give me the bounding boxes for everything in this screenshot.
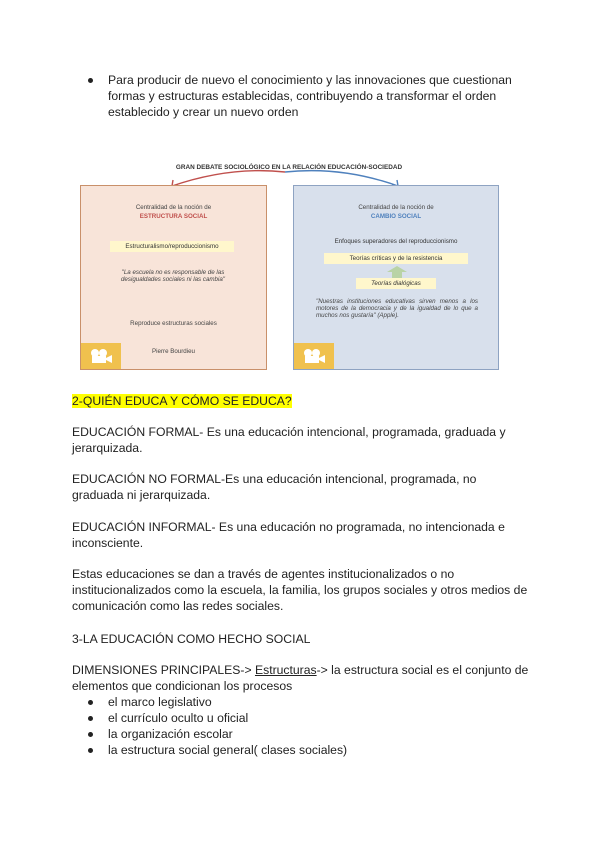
camera-badge-right xyxy=(294,343,334,369)
up-arrow-shape xyxy=(387,266,407,278)
left-heading: Centralidad de la noción de xyxy=(135,204,212,211)
right-heading-strong: CAMBIO SOCIAL xyxy=(370,213,422,220)
left-author: Pierre Bourdieu xyxy=(152,348,195,355)
section2-heading xyxy=(72,393,292,409)
estructuras-link: Estructuras xyxy=(254,663,317,677)
no-formal-paragraph: EDUCACIÓN NO FORMAL-Es una educación intencional, programada, no graduada ni jerarquizada. xyxy=(72,472,477,502)
film-camera-icon xyxy=(302,347,326,365)
list-item: el currículo oculto u oficial xyxy=(72,710,512,726)
structure-panel xyxy=(80,185,267,370)
formal-paragraph: EDUCACIÓN FORMAL- Es una educación intencional, programada, graduada y jerarquizada. xyxy=(72,425,506,455)
film-camera-icon xyxy=(89,347,113,365)
dimensions-paragraph xyxy=(72,662,532,694)
diagram-title: GRAN DEBATE SOCIOLÓGICO EN LA RELACIÓN EDUCACIÓN-SOCIEDAD xyxy=(175,164,403,171)
dimensions-list xyxy=(72,694,512,758)
right-box-critical: Teorías críticas y de la resistencia xyxy=(324,253,468,264)
intro-bullet: Para producir de nuevo el conocimiento y las innovaciones que cuestionan formas y estructuras establecidas, contribuyendo a transformar el orden establecido y crear un nuevo orden xyxy=(72,72,532,120)
intro-list xyxy=(72,72,532,120)
list-item: la estructura social general( clases sociales) xyxy=(72,742,512,758)
left-box: Estructuralismo/reproduccionismo xyxy=(110,241,234,252)
agentes-paragraph: Estas educaciones se dan a través de agentes institucionalizados o no institucionalizados como la escuela, la familia, los grupos sociales y otros medios de comunicación como las redes sociales. xyxy=(72,567,528,613)
camera-badge-left xyxy=(81,343,121,369)
dimensions-suffix: -> la estructura social es el conjunto de elementos que condicionan los procesos xyxy=(72,663,529,693)
list-item: el marco legislativo xyxy=(72,694,512,710)
debate-diagram xyxy=(80,162,498,368)
left-reproduce: Reproduce estructuras sociales xyxy=(130,320,217,327)
right-quote: "Nuestras instituciones educativas sirven menos a los motores de la democracia y de la igualdad de lo que a muchos nos gustaría" (Apple). xyxy=(316,298,478,319)
right-approaches: Enfoques superadores del reproduccionismo xyxy=(334,238,458,245)
change-panel xyxy=(293,185,499,370)
right-heading: Centralidad de la noción de xyxy=(358,204,434,211)
informal-paragraph: EDUCACIÓN INFORMAL- Es una educación no programada, no intencionada e inconsciente. xyxy=(72,520,505,550)
section3-heading: 3-LA EDUCACIÓN COMO HECHO SOCIAL xyxy=(72,632,311,646)
list-item: la organización escolar xyxy=(72,726,512,742)
left-quote: "La escuela no es responsable de las desigualdades sociales ni las cambia" xyxy=(120,269,225,283)
right-box-dialogic: Teorías dialógicas xyxy=(356,278,436,289)
section2-heading-text: 2-QUIÉN EDUCA Y CÓMO SE EDUCA? xyxy=(72,394,292,408)
dimensions-prefix: DIMENSIONES PRINCIPALES-> xyxy=(72,663,255,677)
left-heading-strong: ESTRUCTURA SOCIAL xyxy=(139,213,208,220)
